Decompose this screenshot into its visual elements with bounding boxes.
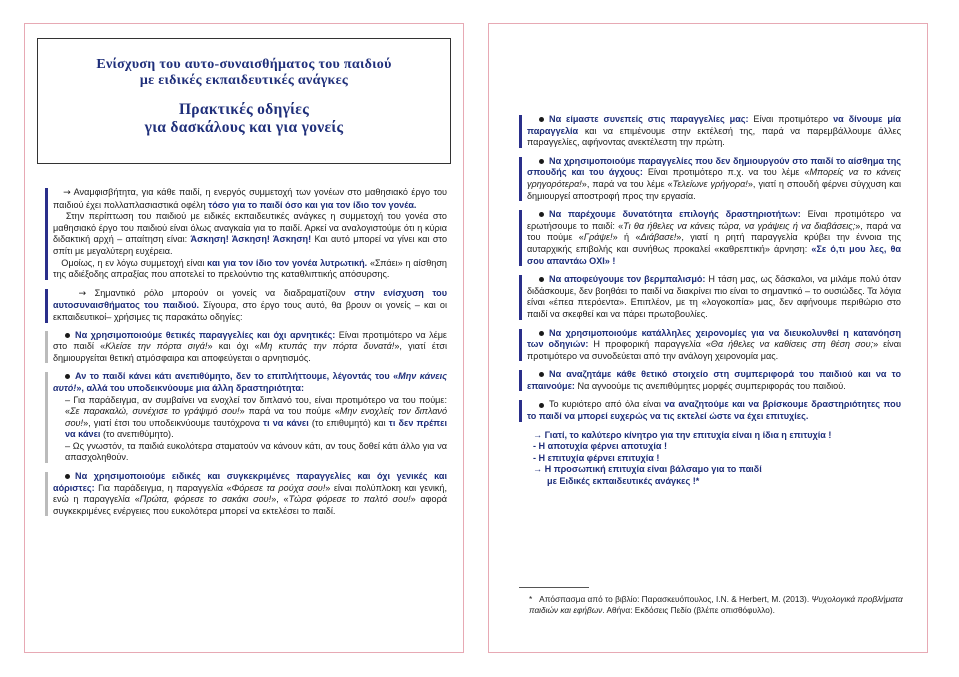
bullet-icon	[65, 374, 70, 379]
guideline-3: Να χρησιμοποιούμε ειδικές και συγκεκριμένες παραγγελίες και όχι γενικές και αόριστες: Για παράδειγμα, η παραγγελία «Φόρεσε τα ρούχα σου!» είναι πολύπλοκη και γενική, ενώ η παραγγελία «Πρώτα, φόρεσε το σακάκι σου!», «Τώρα φόρεσε το παλτό σου!» αφορά συγκεκριμένες ενέργειες που ευκολότερα μπορεί να εκτελέσει το παιδί.	[45, 471, 447, 517]
right-guidelines	[519, 114, 901, 488]
intro-paragraphs	[45, 187, 447, 281]
title-line-1: Ενίσχυση του αυτο-συναισθήματος του παιδιού	[96, 57, 392, 72]
bullet-icon	[539, 403, 544, 408]
footnote-divider	[519, 587, 589, 588]
conclusion-line-2: - Η αποτυχία φέρνει αποτυχία !	[533, 441, 667, 452]
bullet-icon	[539, 212, 544, 217]
guideline-8: Να χρησιμοποιούμε κατάλληλες χειρονομίες για να διευκολυνθεί η κατανόηση των οδηγιών: Η προφορική παραγγελία «Θα ήθελες να καθίσεις στη θέση σου;» είναι προτιμότερο να συνοδεύεται από την ανάλογη χειρονομία μας.	[519, 328, 901, 363]
guideline-4: Να είμαστε συνεπείς στις παραγγελίες μας: Είναι προτιμότερο να δίνουμε μία παραγγελία και να επιμένουμε στην εκτέλεσή της, παρά να παρεμβάλλουμε άλλες παραγγελίες, αφήνοντας ανεκτέλεστη την πρώτη.	[519, 114, 901, 149]
title-box	[37, 38, 451, 164]
arrow-icon: →	[63, 188, 71, 198]
bullet-icon	[539, 117, 544, 122]
guideline-10: Το κυριότερο από όλα είναι να αναζητούμε και να βρίσκουμε δραστηριότητες που το παιδί να μπορεί ευχερώς να τις εκτελεί ώστε να έχει επιτυχίες.	[519, 399, 901, 422]
guideline-2: Αν το παιδί κάνει κάτι ανεπιθύμητο, δεν το επιπλήττουμε, λέγοντάς του «Μην κάνεις αυτό!», αλλά του υποδεικνύουμε μια άλλη δραστηριότητα: – Για παράδειγμα, αν συμβαίνει να ενοχλεί τον διπλανό του, είναι προτιμότερο να του πούμε: «Σε παρακαλώ, συνέχισε το γράψιμό σου!» παρά να του πούμε «Μην ενοχλείς τον διπλανό σου!», γιατί έτσι του υποδεικνύουμε ταυτόχρονα τι να κάνει (το επιθυμητό) και τι δεν πρέπει να κάνει (το ανεπιθύμητο). – Ως γνωστόν, τα παιδιά ευκολότερα σταματούν να κάνουν κάτι, αν τους δοθεί κάτι άλλο για να απασχοληθούν.	[45, 371, 447, 464]
bullet-icon	[539, 159, 544, 164]
paragraph-1: → Αναμφισβήτητα, για κάθε παιδί, η ενεργός συμμετοχή των γονέων στο μαθησιακό έργο του παιδιού έχει πολλαπλασιαστικά οφέλη τόσο για το παιδί όσο και για τον ίδιο τον γονέα.	[53, 187, 447, 210]
intro-section	[45, 187, 447, 517]
subtitle-line-2: για δασκάλους και για γονείς	[144, 119, 344, 136]
conclusion-line-3: - Η επιτυχία φέρνει επιτυχία !	[533, 452, 660, 463]
footnote-marker: *	[529, 594, 533, 604]
bullet-icon	[539, 277, 544, 282]
conclusion-line-4: → Η προσωπική επιτυχία είναι βάλσαμο για το παιδί	[533, 464, 762, 475]
conclusion-line-5: με Ειδικές εκπαιδευτικές ανάγκες !*	[547, 476, 700, 487]
left-page	[24, 23, 464, 653]
bullet-icon	[539, 372, 544, 377]
subtitle-line-1: Πρακτικές οδηγίες	[178, 101, 310, 118]
arrow-icon: →	[78, 288, 87, 299]
conclusion-line-1: → Γιατί, το καλύτερο κίνητρο για την επιτυχία είναι η ίδια η επιτυχία !	[533, 429, 832, 440]
right-page	[488, 23, 928, 653]
guideline-7: Να αποφεύγουμε τον βερμπαλισμό: Η τάση μας, ως δάσκαλοι, να μιλάμε πολύ όταν διδάσκουμε, δεν βοηθάει το παιδί να διακρίνει πιο είναι το σημαντικό – το ουσιώδες. Τα λόγια είναι «έπεα πτερόεντα». Επιπλέον, με τη «λογοκοπία» μας, δεν αφήνουμε περιθώριο στο παιδί να σκεφθεί και να πάρει πρωτοβουλίες.	[519, 274, 901, 320]
conclusion-block	[519, 430, 901, 488]
bullet-icon	[539, 331, 544, 336]
footnote: * Απόσπασμα από το βιβλίο: Παρασκευόπουλος, Ι.Ν. & Herbert, M. (2013). Ψυχολογικά προβλήματα παιδιών και εφήβων. Αθήνα: Εκδόσεις Πεδίο (βλέπε οπισθόφυλλο).	[529, 594, 903, 615]
guideline-1: Να χρησιμοποιούμε θετικές παραγγελίες και όχι αρνητικές: Είναι προτιμότερο να λέμε στο παιδί «Κλείσε την πόρτα σιγά!» και όχι «Μη κτυπάς την πόρτα δυνατά!», γιατί έτσι δημιουργείται θετική ατμόσφαιρα και αποφεύγεται ο αρνητισμός.	[45, 330, 447, 365]
guideline-5: Να χρησιμοποιούμε παραγγελίες που δεν δημιουργούν στο παιδί το αίσθημα της σπουδής και του άγχους: Είναι προτιμότερο π.χ. να του λέμε «Μπορείς να το κάνεις γρηγορότερα!», παρά να του λέμε «Τελείωνε γρήγορα!», γιατί η σπουδή φέρνει σύγχυση και δημιουργεί αποστροφή προς την εργασία.	[519, 156, 901, 202]
paragraph-3: Ομοίως, η εν λόγω συμμετοχή είναι και για τον ίδιο τον γονέα λυτρωτική. «Σπάει» η αίσθηση της αδιέξοδης απραξίας που αποτελεί το πρελούντιο της καταθλιπτικής απόσυρσης.	[53, 257, 447, 280]
paragraph-4-block	[45, 288, 447, 324]
paragraph-4: → Σημαντικό ρόλο μπορούν οι γονείς να διαδραματίζουν στην ενίσχυση του αυτοσυναισθήματος του παιδιού. Σίγουρα, στο έργο τους αυτό, θα βρουν οι γονείς – και οι εκπαιδευτικοί– χρήσιμες τις παρακάτω οδηγίες:	[53, 287, 447, 322]
bullet-icon	[65, 474, 70, 479]
guideline-2-note: – Ως γνωστόν, τα παιδιά ευκολότερα σταματούν να κάνουν κάτι, αν τους δοθεί κάτι άλλο για να απασχοληθούν.	[65, 440, 447, 463]
guideline-6: Να παρέχουμε δυνατότητα επιλογής δραστηριοτήτων: Είναι προτιμότερο να ερωτήσουμε το παιδί: «Τι θα ήθελες να κάνεις τώρα, να γράψεις ή να διαβάσεις;», παρά να του πούμε «Γράψε!» ή «Διάβασε!», γιατί η ρητή παραγγελία κρύβει την έννοια της αυταρχικής επιβολής και συνήθως προκαλεί «καθρεπτική» άρνηση: «Σε ό,τι μου λες, θα σου απαντάω ΟΧΙ» !	[519, 209, 901, 267]
bullet-icon	[65, 333, 70, 338]
title-line-2: με ειδικές εκπαιδευτικές ανάγκες	[139, 73, 349, 88]
paragraph-2: Στην περίπτωση του παιδιού με ειδικές εκπαιδευτικές ανάγκες η συμμετοχή του γονέα στο μαθησιακό έργο του παιδιού είναι όλως αναγκαία για το παιδί. Αρκεί να αναλογιστούμε ότι η κύρια διδακτική αρχή – απαίτηση είναι: Άσκηση! Άσκηση! Άσκηση! Και αυτό μπορεί να γίνει και στο σπίτι με μεγαλύτερη ευχέρεια.	[53, 211, 448, 256]
guideline-9: Να αναζητάμε κάθε θετικό στοιχείο στη συμπεριφορά του παιδιού και να το επαινούμε: Να αγνοούμε τις ανεπιθύμητες μορφές συμπεριφοράς του παιδιού.	[519, 369, 901, 392]
